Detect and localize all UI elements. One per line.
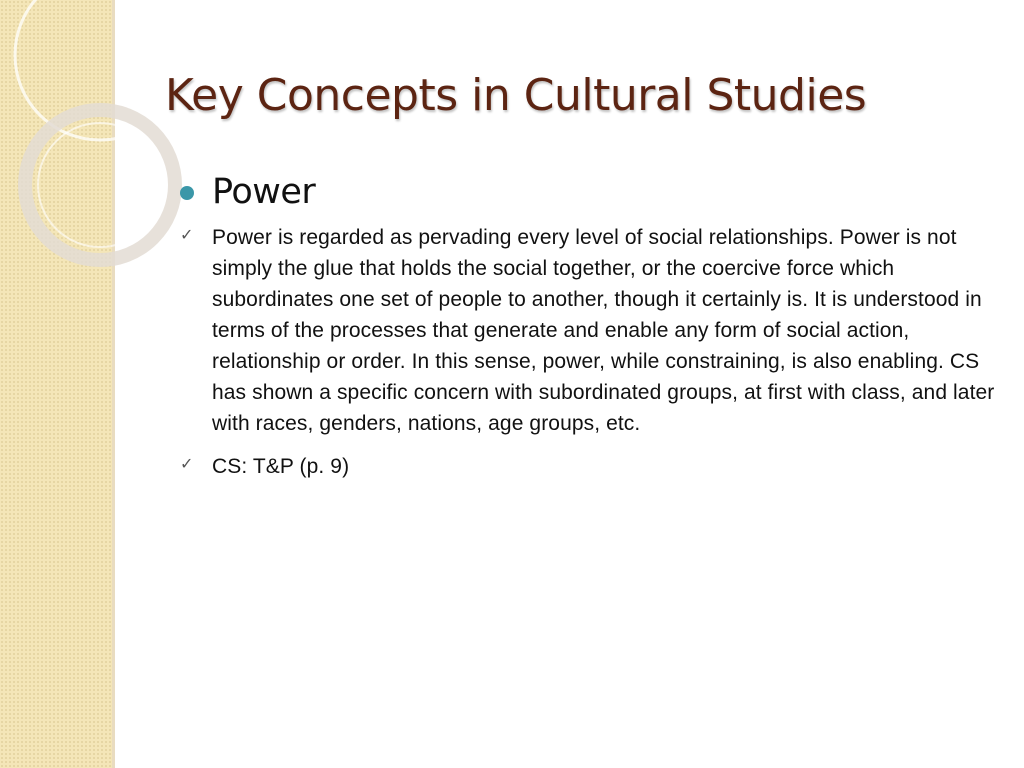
sub-bullet-text: Power is regarded as pervading every level of social relationships. Power is not simply the glue that holds the social together, or the coercive force which subordinates one set of people to another, though it certainly is. It is understood in terms of the processes that generate and enable any form of social action, relationship or order. In this sense, power, while constraining, is also enabling. CS has shown a specific concern with subordinated groups, at first with class, and later with races, genders, nations, age groups, etc.	[212, 226, 995, 435]
checkmark-icon: ✓	[180, 454, 194, 473]
bullet-dot-icon	[180, 186, 194, 200]
bullet-heading: Power	[212, 172, 316, 212]
sub-bullet-citation: CS: T&P (p. 9)	[212, 455, 350, 478]
slide-title: Key Concepts in Cultural Studies	[165, 70, 867, 121]
bullet-level1	[180, 172, 995, 212]
slide-content	[180, 172, 995, 494]
sub-bullet	[180, 222, 995, 439]
checkmark-icon: ✓	[180, 225, 194, 244]
sub-bullet	[180, 451, 995, 482]
decorative-circles	[0, 0, 200, 260]
